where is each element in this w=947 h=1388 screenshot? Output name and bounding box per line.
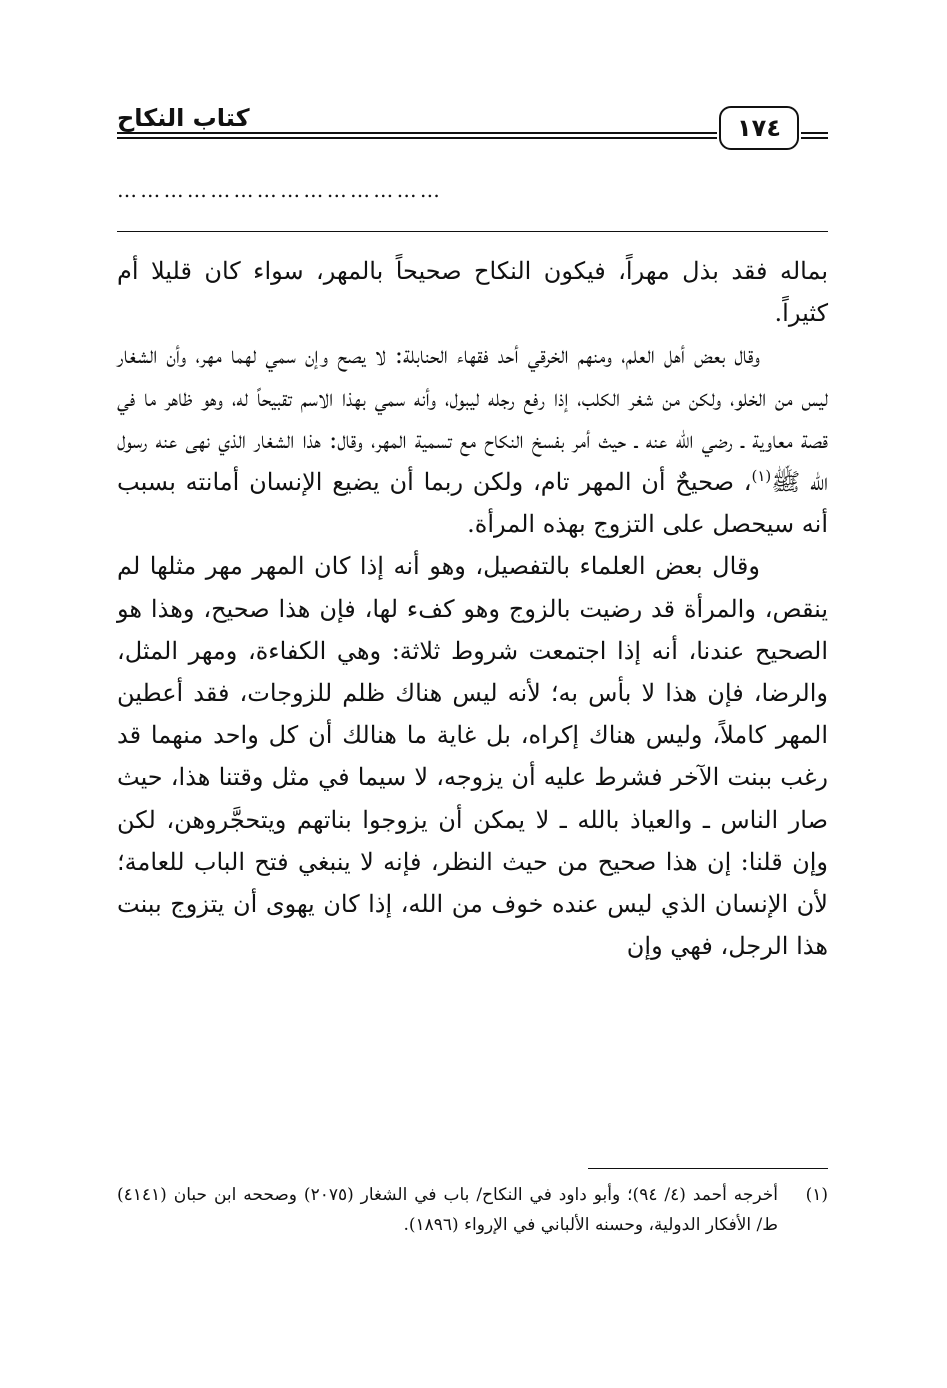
- footnote-divider: [588, 1168, 828, 1169]
- paragraph-3: وقال بعض العلماء بالتفصيل، وهو أنه إذا كان المهر مهر مثلها لم ينقص، والمرأة قد رضيت بالزوج وهو كفء لها، فإن هذا صحيح، وهذا هو الصحيح عندنا، أنه إذا اجتمعت شروط ثلاثة: وهي الكفاءة، ومهر المثل، والرضا، فإن هذا لا بأس به؛ لأنه ليس هناك ظلم للزوجات، فقد أعطين المهر كاملاً، وليس هناك إكراه، بل غاية ما هنالك أن كل واحد منهما قد رغب ببنت الآخر فشرط عليه أن يزوجه، لا سيما في مثل وقتنا هذا، حيث صار الناس ـ والعياذ بالله ـ لا يمكن أن يزوجوا بناتهم ويتحجَّروهن، لكن وإن قلنا: إن هذا صحيح من حيث النظر، فإنه لا ينبغي فتح الباب للعامة؛ لأن الإنسان الذي ليس عنده خوف من الله، إذا كان يهوى أن يتزوج ببنت هذا الرجل، فهي وإن: [117, 552, 828, 961]
- footnote: [117, 1180, 828, 1240]
- paragraph-1: بماله فقد بذل مهراً، فيكون النكاح صحيحاً بالمهر، سواء كان قليلا أم كثيراً.: [117, 257, 828, 328]
- top-divider: [117, 231, 828, 232]
- paragraph-2: [117, 334, 828, 545]
- footnote-text: أخرجه أحمد (٤/ ٩٤)؛ وأبو داود في النكاح/ باب في الشغار (٢٠٧٥) وصححه ابن حبان (٤١٤١) ط/ الأفكار الدولية، وحسنه الألباني في الإرواء (١٨٩٦).: [117, 1185, 778, 1235]
- running-header: [117, 100, 828, 156]
- header-double-rule-end: [801, 132, 828, 139]
- page-number: ١٧٤: [719, 106, 799, 150]
- header-double-rule: [117, 132, 717, 139]
- paragraph-2-text: وقال بعض أهل العلم، ومنهم الخرقي أحد فقهاء الحنابلة: لا يصح وإن سمي لهما مهر، وأن الشغار ليس من الخلو، ولكن من شغر الكلب، إذا رفع رجله ليبول، وأنه سمي بهذا الاسم تقبيحاً له، وهو ظاهر ما في قصة معاوية ـ رضي الله عنه ـ حيث أمر بفسخ النكاح مع تسمية المهر، وقال: هذا الشغار الذي نهى عنه رسول الله ﷺ: [117, 341, 828, 497]
- paragraph-2-text-after: ، صحيحٌ أن المهر تام، ولكن ربما أن يضيع الإنسان أمانته بسبب أنه سيحصل على التزوج بهذه المرأة.: [117, 468, 828, 539]
- main-text: [117, 250, 828, 967]
- omission-dots: ……………………………………: [117, 178, 444, 202]
- footnote-reference: (١): [751, 467, 772, 486]
- footnote-number: (١): [805, 1185, 828, 1205]
- chapter-title: كتاب النكاح: [117, 104, 250, 132]
